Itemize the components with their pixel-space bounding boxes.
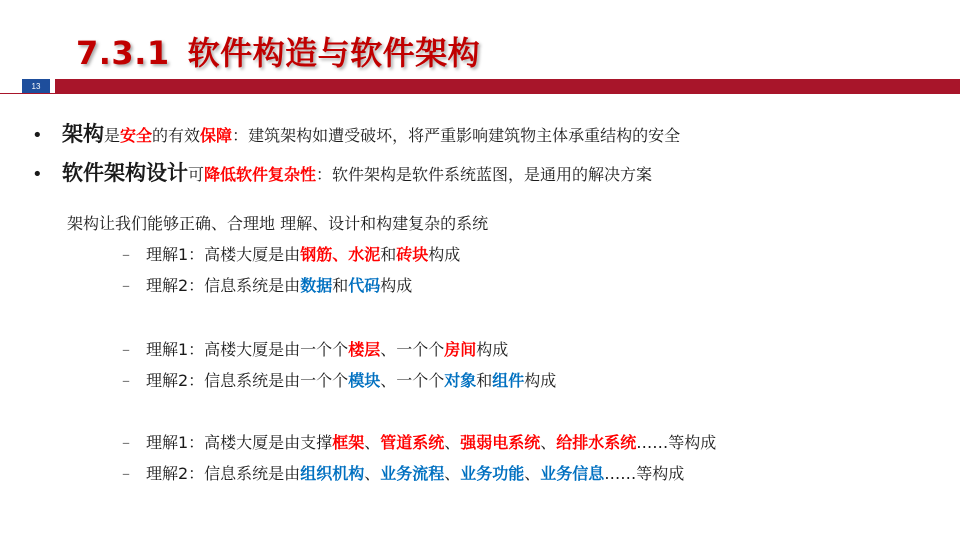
highlight-red: 钢筋	[300, 245, 333, 264]
line-text: 和	[380, 245, 397, 264]
bullet-text: 是	[104, 126, 121, 145]
bullet-lead: 软件架构设计	[62, 161, 188, 185]
line-text: 、	[540, 433, 557, 452]
highlight-blue: 业务功能	[460, 464, 525, 483]
section-number: 7.3.1	[76, 34, 170, 72]
bullet-lead: 架构	[62, 122, 104, 146]
highlight-red: 给排水系统	[556, 433, 637, 452]
line-text: 构成	[476, 340, 509, 359]
intro-text: 架构让我们能够正确、合理地 理解、设计和构建复杂的系统	[67, 214, 489, 233]
highlight-red: 楼层	[348, 340, 381, 359]
highlight-blue: 数据	[300, 276, 333, 295]
line-text: 理解1：高楼大厦是由	[146, 245, 301, 264]
highlight-blue: 模块	[348, 371, 381, 390]
bullet-text: 的有效	[152, 126, 201, 145]
line-text: 理解1：高楼大厦是由支撑	[146, 433, 333, 452]
line-text: 、一个个	[380, 340, 445, 359]
highlight-red: 降低软件复杂性	[204, 165, 317, 184]
highlight-blue: 代码	[348, 276, 381, 295]
line-text: 构成	[524, 371, 557, 390]
page-number-badge: 13	[22, 79, 50, 94]
highlight-blue: 组织机构	[300, 464, 365, 483]
bullet-architecture-safety	[32, 118, 680, 148]
line-text: 理解1：高楼大厦是由一个个	[146, 340, 349, 359]
header-rule	[0, 93, 55, 94]
dash-marker: –	[122, 464, 130, 483]
highlight-blue: 组件	[492, 371, 525, 390]
highlight-blue: 对象	[444, 371, 477, 390]
highlight-red: 强弱电系统	[460, 433, 541, 452]
line-text: 、一个个	[380, 371, 445, 390]
line-text: ……等构成	[636, 433, 717, 452]
line-text: 理解2：信息系统是由	[146, 464, 301, 483]
line-text: 和	[332, 276, 349, 295]
list-item	[122, 337, 508, 360]
list-item	[122, 242, 460, 265]
dash-marker: –	[122, 245, 130, 264]
line-text: 构成	[380, 276, 413, 295]
line-text: 、	[524, 464, 541, 483]
list-item	[122, 273, 412, 296]
highlight-red: 水泥	[348, 245, 381, 264]
bullet-marker: •	[32, 164, 43, 185]
dash-marker: –	[122, 340, 130, 359]
list-item	[122, 430, 716, 453]
bullet-text: 可	[188, 165, 205, 184]
highlight-blue: 业务流程	[380, 464, 445, 483]
highlight-red: 房间	[444, 340, 477, 359]
list-item	[122, 461, 684, 484]
line-text: 理解2：信息系统是由	[146, 276, 301, 295]
highlight-red: 安全	[120, 126, 153, 145]
highlight-red: 砖块	[396, 245, 429, 264]
line-text: 、	[364, 433, 381, 452]
highlight-red: 管道系统	[380, 433, 445, 452]
list-item	[122, 368, 556, 391]
highlight-red: 保障	[200, 126, 233, 145]
bullet-text: ：软件架构是软件系统蓝图，是通用的解决方案	[316, 165, 653, 184]
highlight-blue: 业务信息	[540, 464, 605, 483]
line-text: 和	[476, 371, 493, 390]
title-text: 软件构造与软件架构	[187, 34, 481, 72]
dash-marker: –	[122, 433, 130, 452]
line-text: ……等构成	[604, 464, 685, 483]
line-text: 、	[364, 464, 381, 483]
highlight-red: 、	[332, 245, 349, 264]
line-text: 、	[444, 433, 461, 452]
bullet-architecture-design	[32, 157, 652, 187]
dash-marker: –	[122, 276, 130, 295]
line-text: 构成	[428, 245, 461, 264]
bullet-marker: •	[32, 125, 43, 146]
bullet-text: ：建筑架构如遭受破坏，将严重影响建筑物主体承重结构的安全	[232, 126, 681, 145]
header-bar	[55, 79, 960, 94]
dash-marker: –	[122, 371, 130, 390]
line-text: 理解2：信息系统是由一个个	[146, 371, 349, 390]
highlight-red: 框架	[332, 433, 365, 452]
slide-title	[76, 28, 480, 74]
line-text: 、	[444, 464, 461, 483]
